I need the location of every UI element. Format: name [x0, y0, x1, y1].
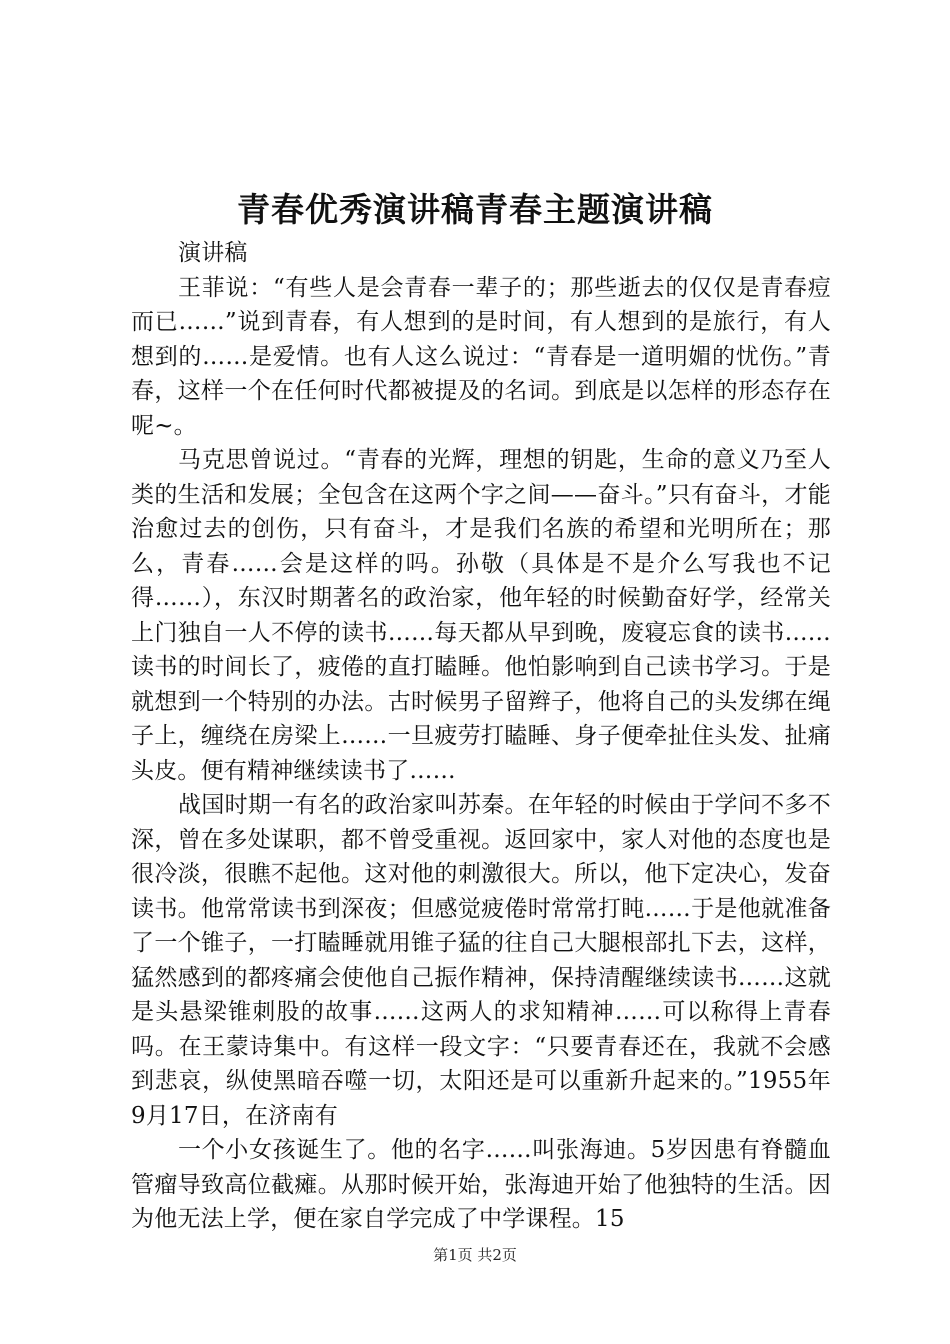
document-title: 青春优秀演讲稿青春主题演讲稿 [237, 190, 713, 229]
paragraph: 一个小女孩诞生了。他的名字……叫张海迪。5岁因患有脊髓血管瘤导致高位截瘫。从那时候开始，张海迪开始了他独特的生活。因为他无法上学，便在家自学完成了中学课程。15 [131, 1137, 831, 1232]
document-body [131, 236, 831, 1237]
paragraph: 演讲稿 [178, 240, 248, 266]
page-footer: 第1页 共2页 [433, 1246, 517, 1264]
paragraph: 王菲说：“有些人是会青春一辈子的；那些逝去的仅仅是青春痘而已……”说到青春，有人想到的是时间，有人想到的是旅行，有人想到的……是爱情。也有人这么说过：“青春是一道明媚的忧伤。”青春，这样一个在任何时代都被提及的名词。到底是以怎样的形态存在呢~。 [131, 274, 831, 439]
paragraph: 战国时期一有名的政治家叫苏秦。在年轻的时候由于学问不多不深，曾在多处谋职，都不曾受重视。返回家中，家人对他的态度也是很冷淡，很瞧不起他。这对他的刺激很大。所以，他下定决心，发奋读书。他常常读书到深夜；但感觉疲倦时常常打盹……于是他就准备了一个锥子，一打瞌睡就用锥子猛的往自己大腿根部扎下去，这样，猛然感到的都疼痛会使他自己振作精神，保持清醒继续读书……这就是头悬梁锥刺股的故事……这两人的求知精神……可以称得上青春吗。在王蒙诗集中。有这样一段文字：“只要青春还在，我就不会感到悲哀，纵使黑暗吞噬一切，太阳还是可以重新升起来的。”1955年9月17日，在济南有 [131, 792, 831, 1129]
paragraph: 马克思曾说过。“青春的光辉，理想的钥匙，生命的意义乃至人类的生活和发展；全包含在这两个字之间——奋斗。”只有奋斗，才能治愈过去的创伤，只有奋斗，才是我们名族的希望和光明所在；那么，青春……会是这样的吗。孙敬（具体是不是介么写我也不记得……），东汉时期著名的政治家，他年轻的时候勤奋好学，经常关上门独自一人不停的读书……每天都从早到晚，废寝忘食的读书……读书的时间长了，疲倦的直打瞌睡。他怕影响到自己读书学习。于是就想到一个特别的办法。古时候男子留辫子，他将自己的头发绑在绳子上，缠绕在房梁上……一旦疲劳打瞌睡、身子便牵扯住头发、扯痛头皮。便有精神继续读书了…… [131, 447, 831, 784]
